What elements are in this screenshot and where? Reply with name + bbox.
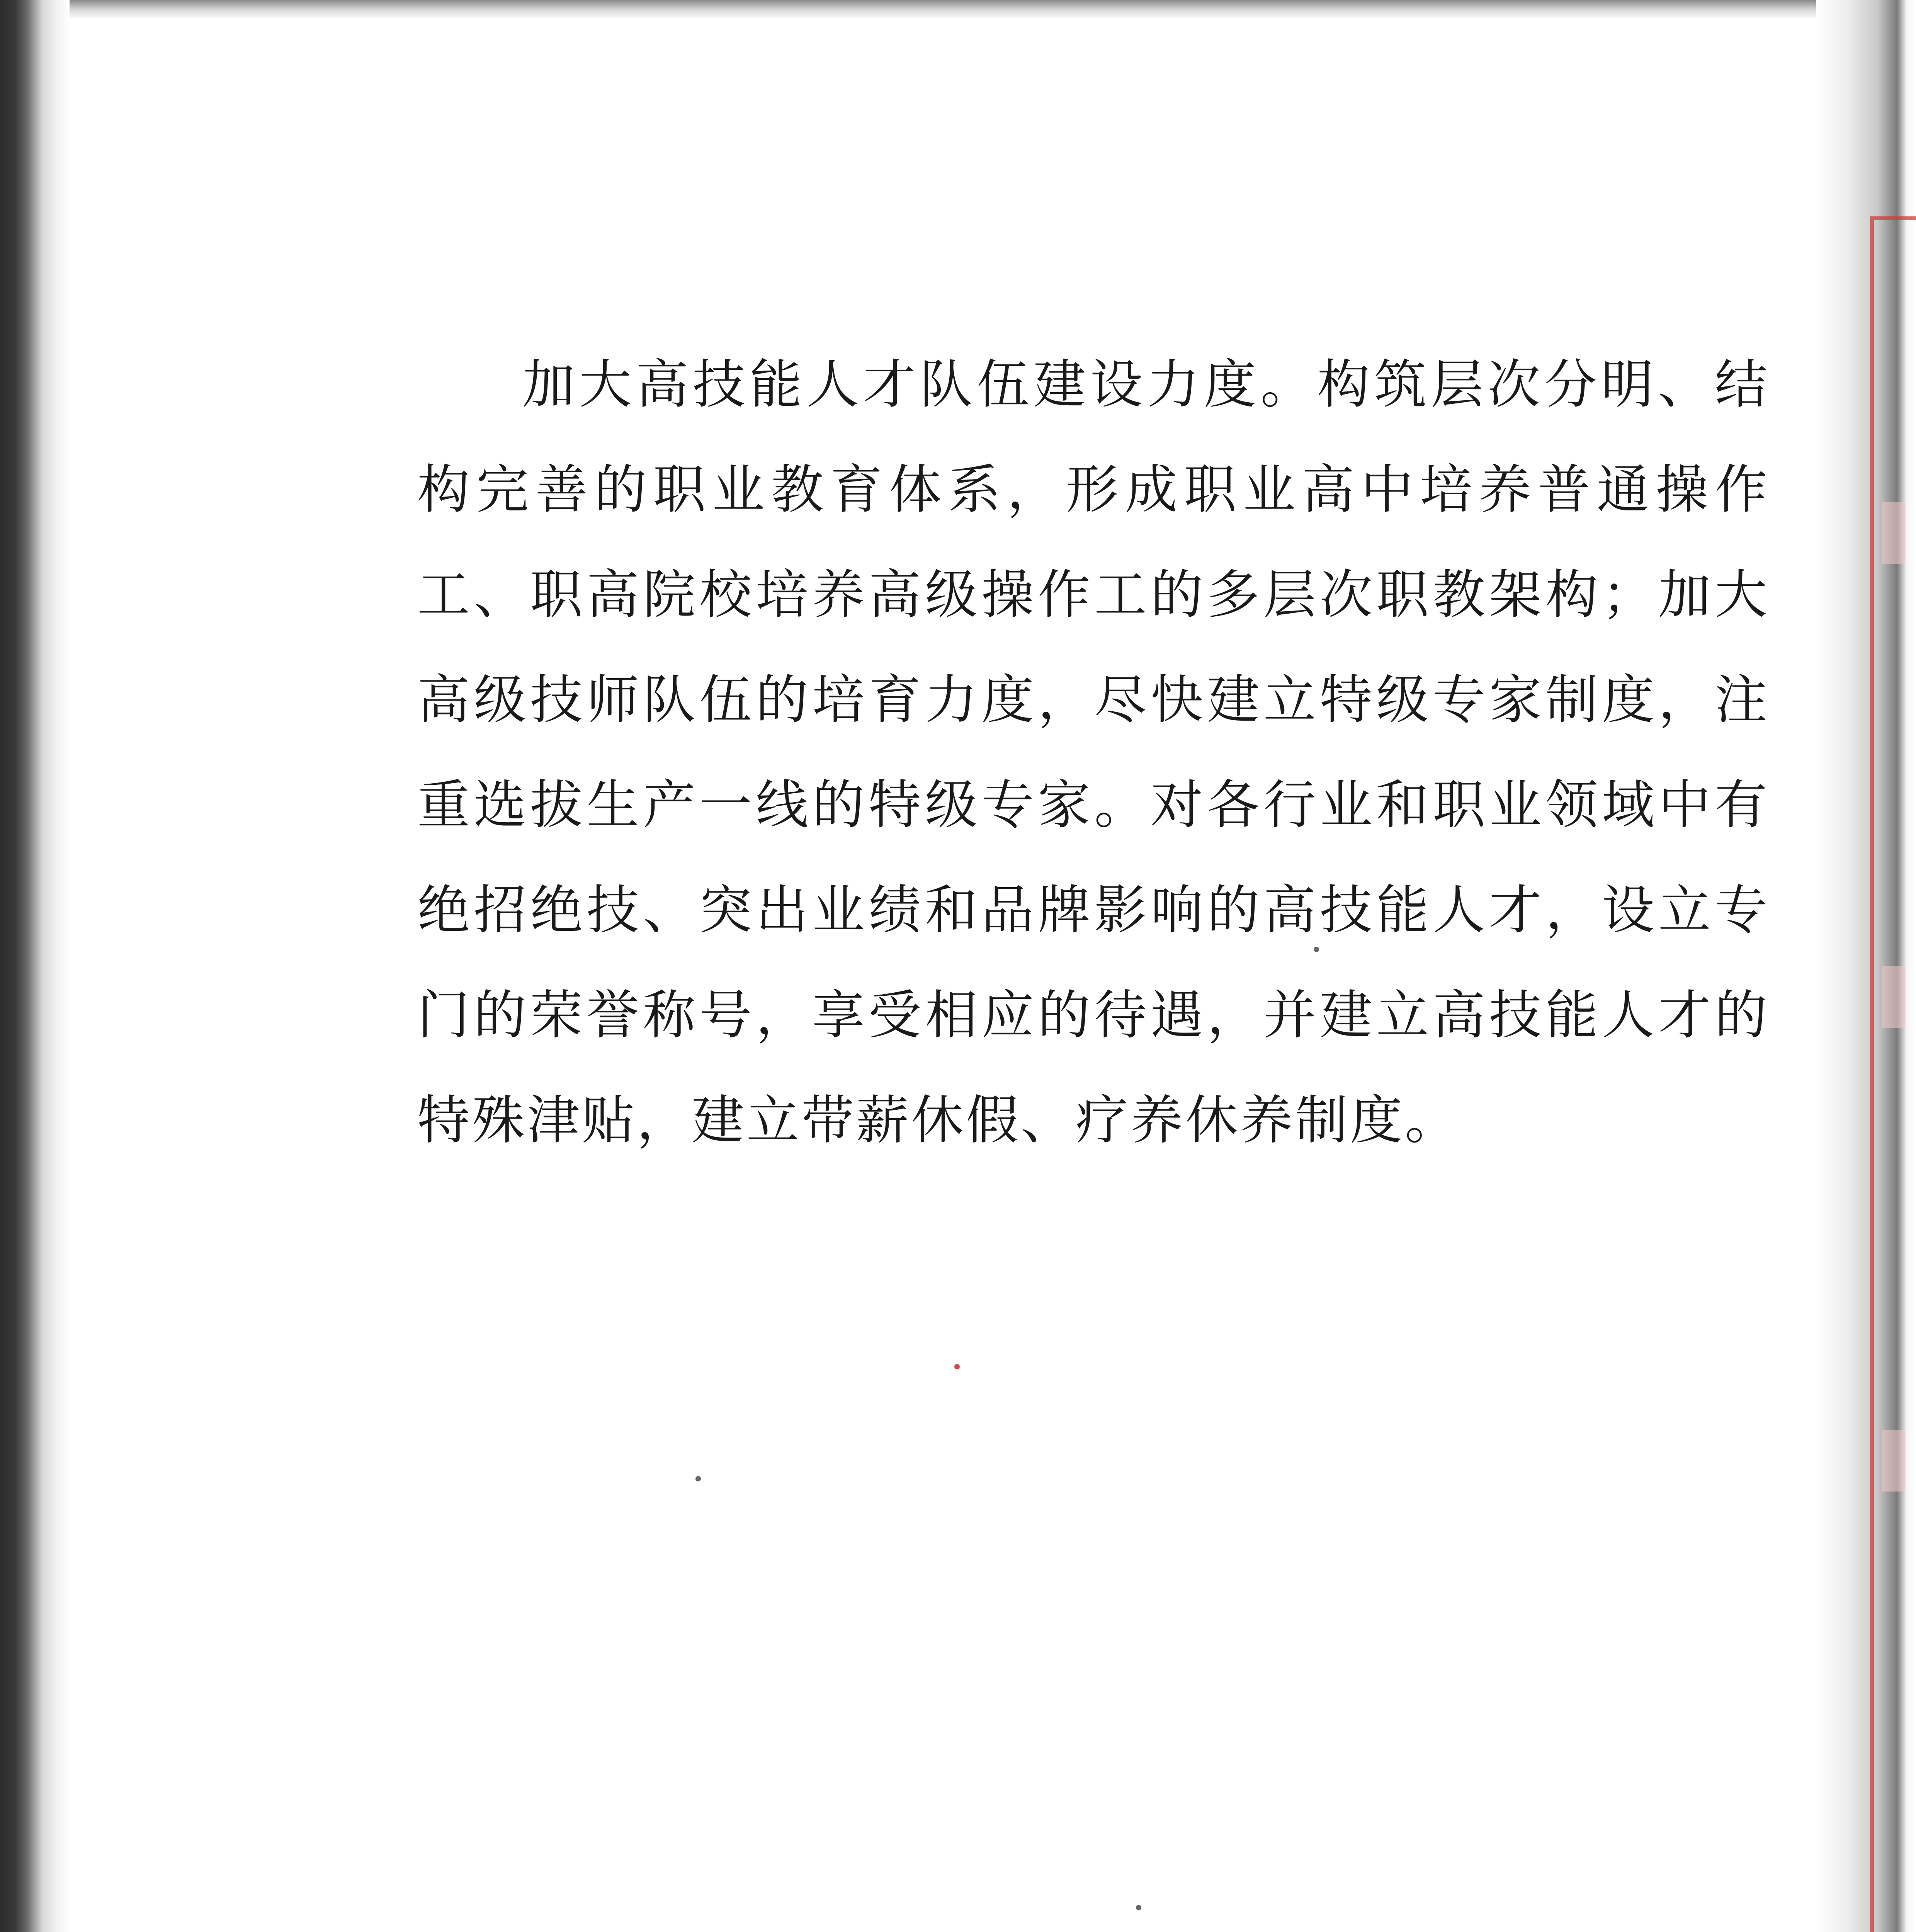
scan-speck	[695, 1476, 701, 1481]
scan-top-edge	[0, 0, 1916, 19]
scan-speck	[1314, 947, 1319, 952]
body-paragraph: 加大高技能人才队伍建设力度。构筑层次分明、结构完善的职业教育体系，形成职业高中培养普通操作工、职高院校培养高级操作工的多层次职教架构；加大高级技师队伍的培育力度，尽快建立特级专家制度，注重选拔生产一线的特级专家。对各行业和职业领域中有绝招绝技、突出业绩和品牌影响的高技能人才，设立专门的荣誉称号，享受相应的待遇，并建立高技能人才的特殊津贴，建立带薪休假、疗养休养制度。	[417, 354, 1770, 1151]
bleed-through-mark	[1882, 502, 1905, 564]
scan-speck	[1136, 1905, 1141, 1910]
scan-left-edge	[0, 0, 70, 1932]
scan-speck	[954, 1364, 960, 1369]
bleed-through-mark	[1882, 1430, 1905, 1492]
bleed-through-mark	[1882, 966, 1905, 1028]
next-page-red-border	[1870, 216, 1916, 1932]
